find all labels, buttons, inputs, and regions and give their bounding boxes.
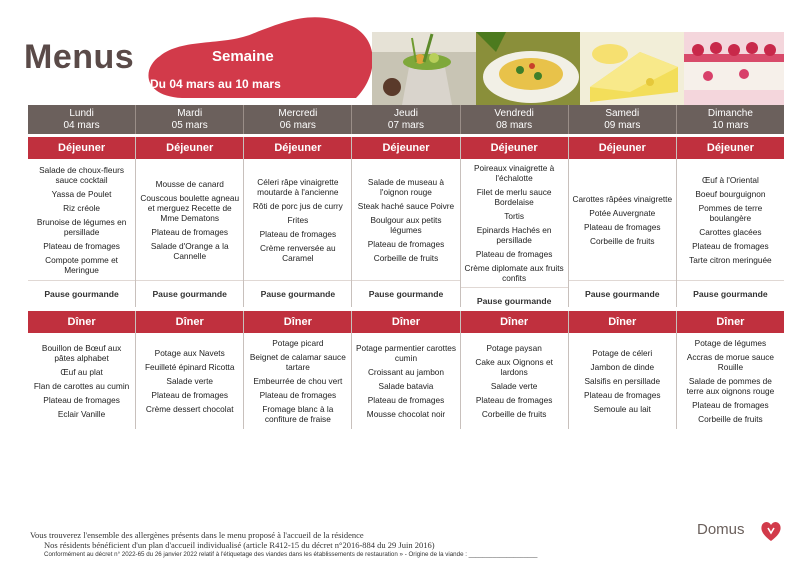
dish-item: Plateau de fromages [367,238,445,249]
week-dates: Du 04 mars au 10 mars [150,77,281,91]
dinner-dish-list [461,333,568,429]
dish-item: Carottes glacées [699,226,762,237]
dish-item: Eclair Vanille [57,409,106,419]
raspberry-cake-icon [684,32,784,105]
dish-item: Boeuf bourguignon [695,188,766,199]
day-name: Vendredi [494,108,534,119]
dinner-label: Dîner [461,311,568,333]
dish-item: Plateau de fromages [475,395,553,405]
dish-item: Accras de morue sauce Rouille [686,352,774,372]
lunch-dish-list [461,159,568,287]
day-header-1 [136,105,244,134]
dinner-column-5 [569,311,677,429]
dish-item: Plateau de fromages [692,400,769,410]
dish-item: Feuilleté épinard Ricotta [144,362,235,372]
dinner-label: Dîner [352,311,459,333]
dish-item: Rôti de porc jus de curry [252,200,343,211]
dish-item: Steak haché sauce Poivre [357,200,455,211]
dish-item: Mousse de canard [155,178,224,189]
lunch-row [28,137,784,307]
dish-item: Cake aux Oignons et lardons [475,357,553,377]
lunch-column-6 [677,137,784,307]
lunch-label: Déjeuner [677,137,784,159]
dish-item: Corbeille de fruits [589,235,655,246]
dish-item: Plateau de fromages [583,390,661,400]
day-name: Dimanche [707,108,753,119]
dish-item: Bouillon de Bœuf aux pâtes alphabet [41,343,122,363]
dinner-label: Dîner [136,311,243,333]
lunch-label: Déjeuner [569,137,676,159]
day-header-0 [28,105,136,134]
dish-item: Potée Auvergnate [589,207,656,218]
lunch-label: Déjeuner [461,137,568,159]
dish-item: Semoule au lait [593,404,651,414]
lunch-dish-list [569,159,676,280]
pause-gourmande-label: Pause gourmande [569,280,676,307]
dish-item: Potage parmentier carottes cumin [355,343,457,363]
lunch-label: Déjeuner [244,137,351,159]
lunch-dish-list [677,159,784,280]
lunch-column-0 [28,137,136,307]
dish-item: Œuf à l'Oriental [701,174,759,185]
dish-item: Pommes de terre boulangère [698,202,763,223]
heart-logo-icon [759,519,783,543]
lunch-column-2 [244,137,352,307]
dish-item: Plateau de fromages [151,390,228,400]
day-date: 09 mars [604,120,641,131]
lunch-dish-list [136,159,243,280]
dish-item: Salade de pommes de terre aux oignons rouge [686,376,775,396]
dish-item: Frites [287,214,309,225]
dish-item: Plateau de fromages [43,395,120,405]
dish-item: Beignet de calamar sauce tartare [249,352,346,372]
dish-item: Plateau de fromages [151,226,228,237]
lunch-dish-list [28,159,135,280]
dish-item: Corbeille de fruits [481,409,547,419]
dinner-dish-list [244,333,351,429]
dinner-label: Dîner [244,311,351,333]
day-date: 04 mars [63,120,100,131]
dinner-column-3 [352,311,460,429]
dinner-label: Dîner [569,311,676,333]
pause-gourmande-label: Pause gourmande [461,287,568,314]
day-date: 08 mars [496,120,533,131]
dish-item: Yassa de Poulet [51,188,112,199]
day-header-5 [569,105,677,134]
dish-item: Tortis [504,211,525,221]
footer-plan-note: Nos résidents bénéficient d'un plan d'accueil individualisé (article R412-15 du décret n°2016-884 du 29 Juin 2016) [44,540,435,550]
pause-gourmande-label: Pause gourmande [677,280,784,307]
dish-item: Fromage blanc à la confiture de fraise [262,404,334,424]
page-title: Menus [24,38,135,76]
lunch-dish-list [244,159,351,280]
domus-logo: Domus [697,521,745,538]
footer-allergens-note: Vous trouverez l'ensemble des allergènes présents dans le menu proposé à l'accueil de la résidence [30,530,364,540]
dish-item: Jambon de dinde [590,362,655,372]
dish-item: Couscous boulette agneau et merguez Recette de Mme Dematons [140,192,240,223]
pause-gourmande-label: Pause gourmande [244,280,351,307]
dish-item: Plateau de fromages [43,240,120,251]
day-date: 05 mars [171,120,208,131]
day-name: Lundi [69,108,94,119]
lunch-label: Déjeuner [136,137,243,159]
tagliatelle-plate-icon [476,32,580,105]
dish-item: Boulgour aux petits légumes [370,214,442,235]
dish-item: Crème renversée au Caramel [260,242,336,263]
dish-item: Potage picard [272,338,324,348]
dish-item: Riz créole [63,202,101,213]
dish-item: Œuf au plat [60,367,103,377]
week-label: Semaine [212,48,274,65]
lunch-column-5 [569,137,677,307]
day-name: Jeudi [394,108,418,119]
dish-item: Plateau de fromages [367,395,445,405]
dinner-dish-list [569,333,676,429]
dish-item: Brunoise de légumes en persillade [36,216,127,237]
dish-item: Potage paysan [486,343,542,353]
lunch-column-1 [136,137,244,307]
dish-item: Plateau de fromages [259,228,337,239]
footer-notes [30,530,538,559]
pause-gourmande-label: Pause gourmande [352,280,459,307]
dinner-dish-list [136,333,243,429]
lunch-column-3 [352,137,460,307]
dinner-dish-list [28,333,135,429]
dish-item: Salsifis en persillade [584,376,661,386]
dish-item: Potage de légumes [694,338,767,348]
day-name: Mardi [177,108,203,119]
dinner-column-6 [677,311,784,429]
day-header-2 [244,105,352,134]
lunch-label: Déjeuner [28,137,135,159]
pause-gourmande-label: Pause gourmande [28,280,135,307]
dish-item: Mousse chocolat noir [366,409,446,419]
dish-item: Corbeille de fruits [373,252,439,263]
dinner-column-1 [136,311,244,429]
day-header-4 [461,105,569,134]
dish-item: Potage de céleri [592,348,653,358]
day-date: 07 mars [387,120,425,131]
dish-item: Potage aux Navets [154,348,225,358]
day-date: 06 mars [279,120,316,131]
dish-item: Poireaux vinaigrette à l'échalotte [474,163,555,183]
cheese-icon [580,32,684,105]
pause-gourmande-label: Pause gourmande [136,280,243,307]
dish-item: Salade de museau à l'oignon rouge [367,176,445,197]
dish-item: Plateau de fromages [475,249,553,259]
salad-glass-icon [372,32,476,105]
dish-item: Embeurrée de chou vert [253,376,343,386]
dish-item: Céleri râpe vinaigrette moutarde à l'ancienne [257,176,339,197]
dish-item: Compote pomme et Meringue [45,254,118,275]
dish-item: Salade d'Orange a la Cannelle [150,240,229,261]
dish-item: Plateau de fromages [259,390,337,400]
lunch-column-4 [461,137,569,307]
dish-item: Salade batavia [378,381,434,391]
dish-item: Tarte citron meringuée [689,254,772,265]
dinner-column-2 [244,311,352,429]
day-header-6 [677,105,784,134]
dish-item: Plateau de fromages [583,221,661,232]
day-name: Samedi [605,108,640,119]
dinner-label: Dîner [28,311,135,333]
dinner-dish-list [677,333,784,429]
lunch-dish-list [352,159,459,280]
dish-item: Epinards Hachés en persillade [476,225,552,245]
dish-item: Salade de choux-fleurs sauce cocktail [39,164,124,185]
footer-meat-origin-note: Conformément au décret n° 2022-65 du 26 janvier 2022 relatif à l'étiquetage des viandes dans les établissements de restauration » - Origine de la viande : ____________________ [44,551,538,558]
day-header-row [28,105,784,134]
dish-item: Crème diplomate aux fruits confits [464,263,564,283]
dish-item: Carottes râpées vinaigrette [572,193,673,204]
day-name: Mercredi [278,108,318,119]
dish-item: Crème dessert chocolat [145,404,234,414]
lunch-label: Déjeuner [352,137,459,159]
dish-item: Croissant au jambon [367,367,445,377]
dish-item: Filet de merlu sauce Bordelaise [476,187,552,207]
dinner-column-4 [461,311,569,429]
dinner-dish-list [352,333,459,429]
dish-item: Salade verte [166,376,213,386]
day-header-3 [352,105,460,134]
dinner-row [28,311,784,429]
day-date: 10 mars [712,120,749,131]
dish-item: Flan de carottes au cumin [33,381,130,391]
dish-item: Corbeille de fruits [698,414,763,424]
dinner-label: Dîner [677,311,784,333]
dish-item: Plateau de fromages [692,240,769,251]
dish-item: Salade verte [490,381,538,391]
dinner-column-0 [28,311,136,429]
